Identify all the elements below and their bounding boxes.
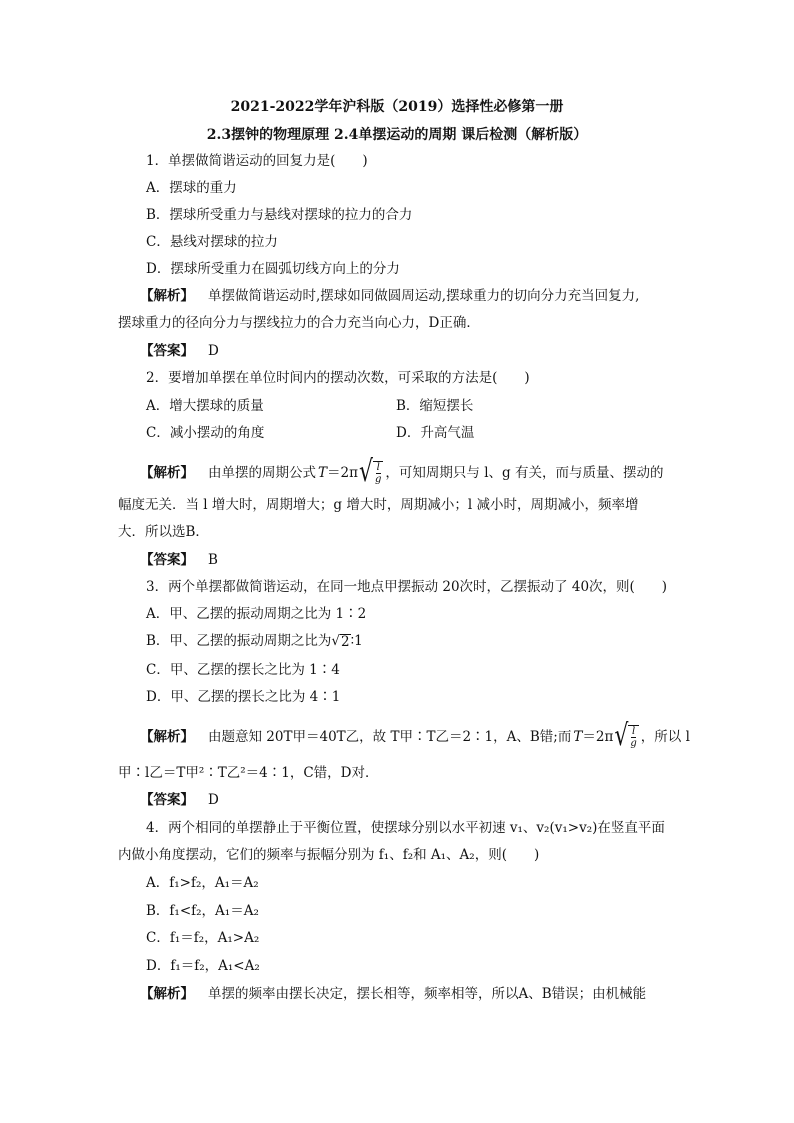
q2-answer-value: B bbox=[208, 552, 218, 568]
q4-option-c: C．f₁＝f₂，A₁>A₂ bbox=[146, 930, 260, 946]
q2-analysis-line1 bbox=[140, 455, 664, 490]
q2-analysis-post: ，可知周期只与 l、g 有关，而与质量、摆动的 bbox=[385, 465, 664, 481]
formula-T: T bbox=[318, 465, 328, 481]
sqrt-two-value: 2 bbox=[341, 633, 350, 650]
q2-analysis-line3: 大．所以选B． bbox=[118, 524, 209, 540]
q3-option-b-text: B．甲、乙摆的振动周期之比为 bbox=[146, 633, 332, 649]
q1-option-a: A．摆球的重力 bbox=[146, 180, 237, 196]
sqrt-fraction bbox=[614, 719, 638, 754]
q1-answer bbox=[140, 341, 219, 361]
q4-analysis-text1: 单摆的频率由摆长决定，摆长相等，频率相等，所以A、B错误；由机械能 bbox=[208, 986, 647, 1002]
q2-answer bbox=[140, 550, 218, 570]
q2-option-b: B．缩短摆长 bbox=[396, 398, 474, 414]
fraction-numerator: l bbox=[376, 462, 380, 473]
q3-stem: 3．两个单摆都做简谐运动，在同一地点甲摆振动 20次时，乙摆振动了 40次，则( ) bbox=[146, 579, 668, 595]
period-formula bbox=[573, 719, 638, 754]
q4-analysis-line1 bbox=[140, 984, 646, 1004]
fraction-denominator: g bbox=[630, 738, 637, 749]
q3-analysis-post: ，所以 l bbox=[640, 729, 690, 745]
period-formula bbox=[318, 455, 383, 490]
q1-option-d: D．摆球所受重力在圆弧切线方向上的分力 bbox=[146, 261, 400, 277]
q1-option-c: C．悬线对摆球的拉力 bbox=[146, 234, 278, 250]
analysis-label: 【解析】 bbox=[140, 465, 194, 481]
q1-stem: 1．单摆做简谐运动的回复力是( ) bbox=[146, 153, 368, 169]
analysis-label: 【解析】 bbox=[140, 288, 194, 304]
answer-label: 【答案】 bbox=[140, 792, 194, 808]
q3-answer bbox=[140, 790, 219, 810]
q3-analysis-line2: 甲∶l乙＝T甲²∶T乙²＝4∶1，C错，D对． bbox=[118, 765, 379, 781]
q4-stem-line2: 内做小角度摆动，它们的频率与振幅分别为 f₁、f₂和 A₁、A₂，则( ) bbox=[118, 847, 540, 863]
doc-title-line1: 2021-2022学年沪科版（2019）选择性必修第一册 bbox=[230, 99, 564, 115]
q3-option-b bbox=[146, 631, 363, 651]
q1-answer-value: D bbox=[208, 343, 219, 359]
answer-label: 【答案】 bbox=[140, 343, 194, 359]
q4-option-d: D．f₁＝f₂，A₁<A₂ bbox=[146, 958, 260, 974]
q2-analysis-pre: 由单摆的周期公式 bbox=[208, 465, 316, 481]
q3-option-c: C．甲、乙摆的摆长之比为 1∶4 bbox=[146, 662, 340, 678]
q3-option-a: A．甲、乙摆的振动周期之比为 1∶2 bbox=[146, 606, 367, 622]
q3-analysis-pre: 由题意知 20T甲＝40T乙，故 T甲∶T乙＝2∶1，A、B错;而 bbox=[208, 729, 572, 745]
q2-stem: 2．要增加单摆在单位时间内的摆动次数，可采取的方法是( ) bbox=[146, 370, 530, 386]
sqrt-fraction bbox=[358, 455, 383, 490]
radical-sign: √ bbox=[358, 455, 374, 490]
q4-option-b: B．f₁<f₂，A₁＝A₂ bbox=[146, 903, 259, 919]
radical-sign: √ bbox=[614, 719, 629, 754]
q1-analysis-line2: 摆球重力的径向分力与摆线拉力的合力充当向心力，D正确． bbox=[118, 315, 480, 331]
q2-option-a: A．增大摆球的质量 bbox=[146, 398, 264, 414]
fraction bbox=[373, 461, 383, 485]
sqrt-two bbox=[331, 631, 350, 651]
fraction-numerator: l bbox=[631, 726, 636, 737]
q3-option-b-ratio: ∶1 bbox=[350, 633, 363, 649]
q4-stem-line1: 4．两个相同的单摆静止于平衡位置，使摆球分别以水平初速 v₁、v₂(v₁>v₂)在竖直平面 bbox=[146, 820, 665, 836]
q4-option-a: A．f₁>f₂，A₁＝A₂ bbox=[146, 875, 259, 891]
fraction-denominator: g bbox=[375, 474, 382, 485]
q3-analysis-line1 bbox=[140, 719, 690, 754]
radical-sign: √ bbox=[331, 633, 341, 649]
q1-option-b: B．摆球所受重力与悬线对摆球的拉力的合力 bbox=[146, 207, 413, 223]
q3-option-d: D．甲、乙摆的摆长之比为 4∶1 bbox=[146, 689, 341, 705]
q2-analysis-line2: 幅度无关．当 l 增大时，周期增大；g 增大时，周期减小；l 减小时，周期减小，频率增 bbox=[118, 497, 639, 513]
q3-answer-value: D bbox=[208, 792, 219, 808]
formula-eq: ＝2π bbox=[582, 729, 614, 745]
fraction bbox=[628, 725, 638, 749]
analysis-label: 【解析】 bbox=[140, 986, 194, 1002]
q2-option-d: D．升高气温 bbox=[396, 425, 475, 441]
doc-title-line2: 2.3摆钟的物理原理 2.4单摆运动的周期 课后检测（解析版） bbox=[206, 127, 588, 143]
formula-eq: ＝2π bbox=[327, 465, 358, 481]
formula-T: T bbox=[573, 729, 583, 745]
q1-analysis-text1: 单摆做简谐运动时,摆球如同做圆周运动,摆球重力的切向分力充当回复力, bbox=[208, 288, 640, 304]
answer-label: 【答案】 bbox=[140, 552, 194, 568]
analysis-label: 【解析】 bbox=[140, 729, 194, 745]
q2-option-c: C．减小摆动的角度 bbox=[146, 425, 265, 441]
q1-analysis-line1 bbox=[140, 286, 639, 306]
